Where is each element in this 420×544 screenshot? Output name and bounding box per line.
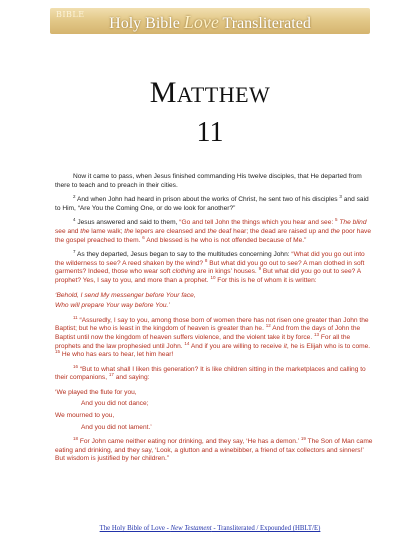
verses-4-6: $^4$ Jesus answered and said to them, “Go and tell John the things which you hear and see: $^5$ The blind see and the lame walk; the lepers are cleansed and the deaf hear; the dead are raised up and the poor have the gospel preached to them. $^6$ And blessed is he who is not offended because of Me.” <box>55 217 372 244</box>
footer-link[interactable]: The Holy Bible of Love - New Testament - Transliterated / Expounded (HBLT/E) <box>99 525 321 532</box>
poem-line-3: We mourned to you, <box>55 412 115 420</box>
verses-7-10: $^7$ As they departed, Jesus began to say to the multitudes concerning John: “What did you go out into the wilderness to see? A reed shaken by the wind? $^8$ But what did you go out to see? A man clothed in soft garments? Indeed, those who wear soft clothing are in kings’ houses. $^9$ But what did you go out to see? A prophet? Yes, I say to you, and more than a prophet. $^{10}$ For this is he of whom it is written: <box>55 248 365 284</box>
verses-16-17: $^{16}$ “But to what shall I liken this generation? It is like children sitting in the marketplaces and calling to their companions, $^{17}$ and saying: <box>55 363 366 382</box>
verse-1: Now it came to pass, when Jesus finished commanding His twelve disciples, that He departed from there to teach and to preach in their cities. <box>55 173 362 189</box>
quote-line-2: Who will prepare Your way before You.’ <box>55 302 170 310</box>
verses-2-3: $^2$ And when John had heard in prison about the works of Christ, he sent two of his disciples $^3$ and said to Him, “Are You the Coming One, or do we look for another?” <box>55 194 369 212</box>
chapter-number: 11 <box>196 117 224 148</box>
poem-line-4: And you did not lament.’ <box>81 423 152 431</box>
chapter-text <box>55 173 373 470</box>
header-banner <box>50 8 370 34</box>
verses-11-15: $^{11}$ “Assuredly, I say to you, among those born of women there has not risen one greater than John the Baptist; but he who is least in the kingdom of heaven is greater than he. $^{12}$ And from the days of John the Baptist until now the kingdom of heaven suffers violence, and the violent take it by force. $^{13}$ For all the prophets and the law prophesied until John. $^{14}$ And if you are willing to receive it, he is Elijah who is to come. $^{15}$ He who has ears to hear, let him hear! <box>55 314 371 359</box>
poem-line-1: ‘We played the flute for you, <box>55 388 137 396</box>
bible-watermark: BIBLE <box>56 10 85 19</box>
verses-18-19: $^{18}$ For John came neither eating nor drinking, and they say, ‘He has a demon.’ $^{19}$ The Son of Man came eating and drinking, and they say, ‘Look, a glutton and a winebibber, a friend of tax collectors and sinners!’ But wisdom is justified by her children.” <box>55 436 373 463</box>
book-title: MATTHEW <box>149 76 271 109</box>
quote-line-1: ‘Behold, I send My messenger before Your face, <box>55 291 196 299</box>
poem-line-2: And you did not dance; <box>81 400 149 408</box>
banner-title: Holy Bible Love Transliterated <box>109 12 311 32</box>
